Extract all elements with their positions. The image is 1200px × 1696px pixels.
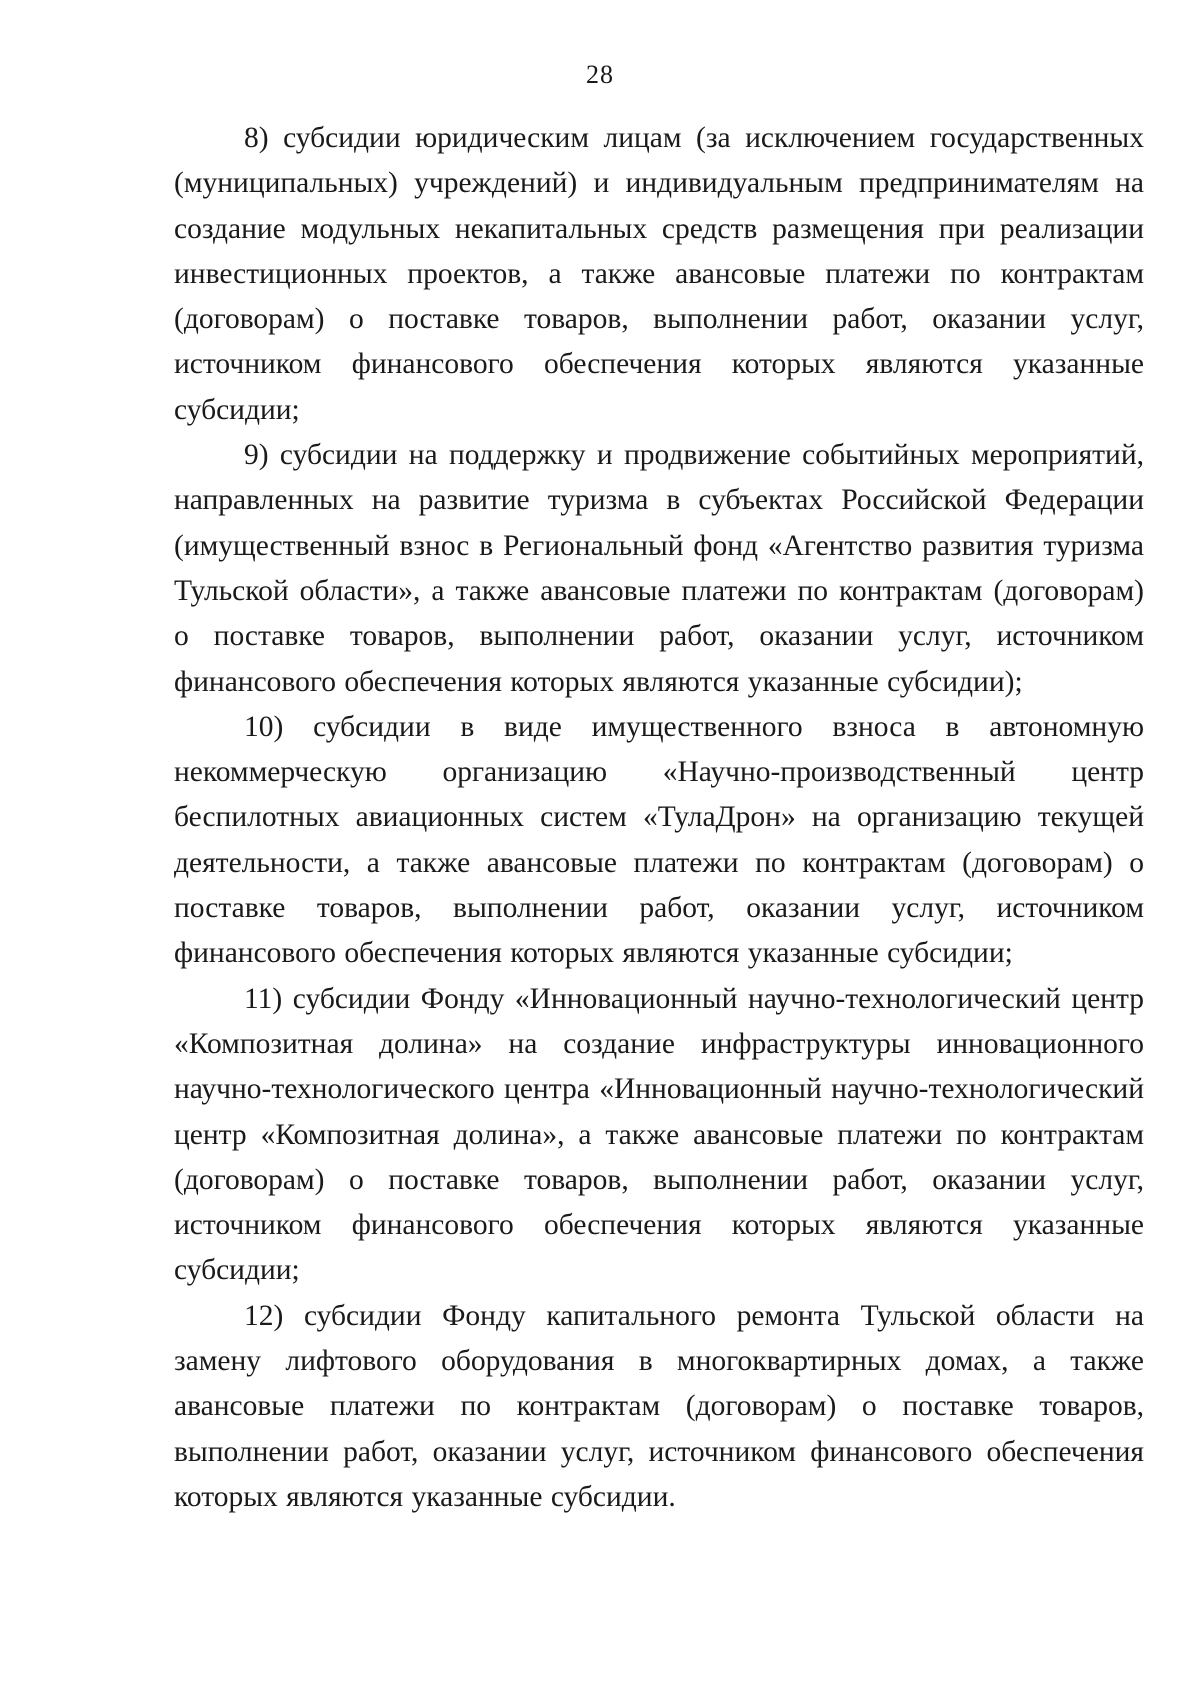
document-body [174,116,1144,1520]
paragraph-item-10: 10) субсидии в виде имущественного взноса в автономную некоммерческую организацию «Научно-производственный центр беспилотных авиационных систем «ТулаДрон» на организацию текущей деятельности, а также авансовые платежи по контрактам (договорам) о поставке товаров, выполнении работ, оказании услуг, источником финансового обеспечения которых являются указанные субсидии; [174,710,1144,970]
paragraph-item-8: 8) субсидии юридическим лицам (за исключением государственных (муниципальных) учреждений) и индивидуальным предпринимателям на создание модульных некапитальных средств размещения при реализации инвестиционных проектов, а также авансовые платежи по контрактам (договорам) о поставке товаров, выполнении работ, оказании услуг, источником финансового обеспечения которых являются указанные субсидии; [174,122,1144,426]
paragraph-item-9: 9) субсидии на поддержку и продвижение событийных мероприятий, направленных на развитие туризма в субъектах Российской Федерации (имущественный взнос в Региональный фонд «Агентство развития туризма Тульской области», а также авансовые платежи по контрактам (договорам) о поставке товаров, выполнении работ, оказании услуг, источником финансового обеспечения которых являются указанные субсидии); [174,439,1144,698]
paragraph-item-12: 12) субсидии Фонду капитального ремонта Тульской области на замену лифтового оборудования в многоквартирных домах, а также авансовые платежи по контрактам (договорам) о поставке товаров, выполнении работ, оказании услуг, источником финансового обеспечения которых являются указанные субсидии. [174,1299,1144,1513]
paragraph-item-11: 11) субсидии Фонду «Инновационный научно-технологический центр «Композитная долина» на создание инфраструктуры инновационного научно-технологического центра «Инновационный научно-технологический центр «Композитная долина», а также авансовые платежи по контрактам (договорам) о поставке товаров, выполнении работ, оказании услуг, источником финансового обеспечения которых являются указанные субсидии; [174,982,1144,1287]
page-number: 28 [586,60,614,89]
